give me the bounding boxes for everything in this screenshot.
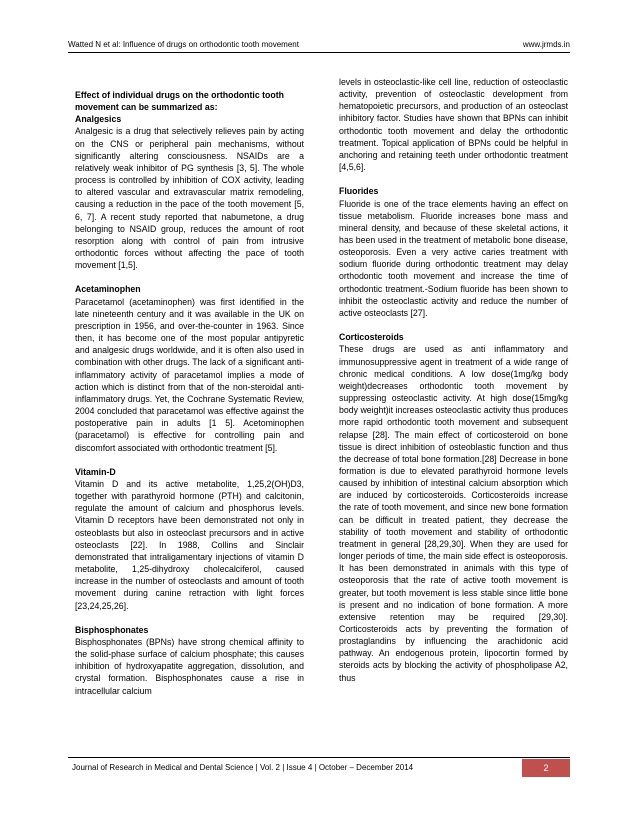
corticosteroids-heading: Corticosteroids xyxy=(339,332,404,343)
right-column xyxy=(339,76,568,696)
page-number-badge: 2 xyxy=(522,759,570,777)
page-header xyxy=(68,38,570,53)
fluorides-paragraph: Fluoride is one of the trace elements having an effect on tissue metabolism. Fluoride increases bone mass and mineral density, and because of these skeletal actions, it has been used in the treatment of metabolic bone disease, osteoporosis. Even a very active caries treatment with sodium fluoride during orthodontic treatment may delay orthodontic tooth movement and increase the time of orthodontic treatment.-Sodium fluoride has been shown to inhibit the osteoclastic activity and reduce the number of active osteoclasts [27]. xyxy=(339,198,568,318)
acetaminophen-paragraph: Paracetamol (acetaminophen) was first identified in the late nineteenth century and it was available in the UK on prescription in 1956, and over-the-counter in 1963. Since then, it has become one of the most popular antipyretic and analgesic drugs worldwide, and it is often also used in combination with other drugs. The lack of a significant anti-inflammatory activity of paracetamol implies a mode of action which is distinct from that of the non-steroidal anti-inflammatory drugs. Yet, the Cochrane Systematic Review, 2004 concluded that paracetamol was effective against the postoperative pain in adults [1 5]. Acetominophen (paracetamol) is effective for controlling pain and discomfort associated with orthodontic treatment [5]. xyxy=(75,296,304,453)
bisphosphonates-paragraph: Bisphosphonates (BPNs) have strong chemical affinity to the solid-phase surface of calcium phosphate; this causes inhibition of hydroxyapatite aggregation, dissolution, and crystal formation. Bisphosphonates cause a rise in intracellular calcium xyxy=(75,636,304,696)
fluorides-heading: Fluorides xyxy=(339,186,379,197)
running-title: Watted N et al: Influence of drugs on orthodontic tooth movement xyxy=(68,40,299,49)
bisphosphonates-continued-paragraph: levels in osteoclastic-like cell line, reduction of osteoclastic activity, prevention of osteoclastic development from hematopoietic precursors, and production of an osteoclast inhibitory factor. Studies have shown that BPNs can inhibit orthodontic tooth movement and delay the orthodontic treatment. Topical application of BPNs could be helpful in anchoring and retaining teeth under orthodontic treatment [4,5,6]. xyxy=(339,77,568,173)
journal-url[interactable]: www.jrmds.in xyxy=(522,40,570,49)
analgesics-paragraph: Analgesic is a drug that selectively relieves pain by acting on the CNS or peripheral pain mechanisms, without significantly altering consciousness. NSAIDs are a relatively weak inhibitor of PG synthesis [3, 5]. The whole process is controlled by inhibition of COX activity, leading to altered vascular and extravascular matrix remodeling, causing a reduction in the pace of the tooth movement [5, 6, 7]. A recent study reported that nabumetone, a drug belonging to NSAID group, reduces the amount of root resorption along with control of pain from intrusive orthodontic forces without affecting the pace of tooth movement [1,5]. xyxy=(75,126,304,271)
bisphosphonates-heading: Bisphosphonates xyxy=(75,624,149,635)
analgesics-heading: Analgesics xyxy=(75,114,122,125)
vitamind-heading: Vitamin-D xyxy=(75,466,116,477)
vitamind-paragraph: Vitamin D and its active metabolite, 1,25,2(OH)D3, together with parathyroid hormone (PTH) and calcitonin, regulate the amount of calcium and phosphorus levels. Vitamin D receptors have been demonstrated not only in osteoblasts but also in osteoclast precursors and in active osteoclasts [22]. In 1988, Collins and Sinclair demonstrated that intraligamentary injections of vitamin D metabolite, 1,25-dihydroxy cholecalciferol, caused increase in the number of osteoclasts and amount of tooth movement during canine retraction with light forces [23,24,25,26]. xyxy=(75,478,304,611)
journal-citation: Journal of Research in Medical and Dental Science | Vol. 2 | Issue 4 | October – December 2014 xyxy=(72,763,414,772)
section-intro-heading: Effect of individual drugs on the orthodontic tooth movement can be summarized as: xyxy=(75,90,285,113)
left-column xyxy=(75,89,304,709)
acetaminophen-heading: Acetaminophen xyxy=(75,284,141,295)
corticosteroids-paragraph: These drugs are used as anti inflammatory and immunosuppressive agent in treatment of a wide range of chronic medical conditions. A low dose(1mg/kg body weight)decreases orthodontic tooth movement by suppressing osteoclastic activity. At high dose(15mg/kg body weight)it increases osteoclastic activity thus produces more rapid orthodontic tooth movement and subsequent relapse [28]. The main effect of corticosteroid on bone tissue is direct inhibition of osteoblastic function and thus the decrease of total bone formation.[28] Decrease in bone formation is due to elevated parathyroid hormone levels caused by inhibition of intestinal calcium absorption which are induced by corticosteroids. Corticosteroids increase the rate of tooth movement, and since new bone formation can be difficult in treated patient, they decrease the stability of tooth movement and stability of orthodontic treatment in general [28,29,30]. When they are used for longer periods of time, the main side effect is osteoporosis. It has been demonstrated in animals with this type of osteoporosis that the rate of active tooth movement is greater, but tooth movement is less stable since little bone is present and no indication of bone formation. A more extensive retention may be required [29,30]. Corticosteroids acts by preventing the formation of prostaglandins by influencing the arachidonic acid pathway. An endogenous protein, lipocortin formed by steroids acts by blocking the activity of phospholipase A2, thus xyxy=(339,344,568,683)
page-footer xyxy=(68,757,570,778)
